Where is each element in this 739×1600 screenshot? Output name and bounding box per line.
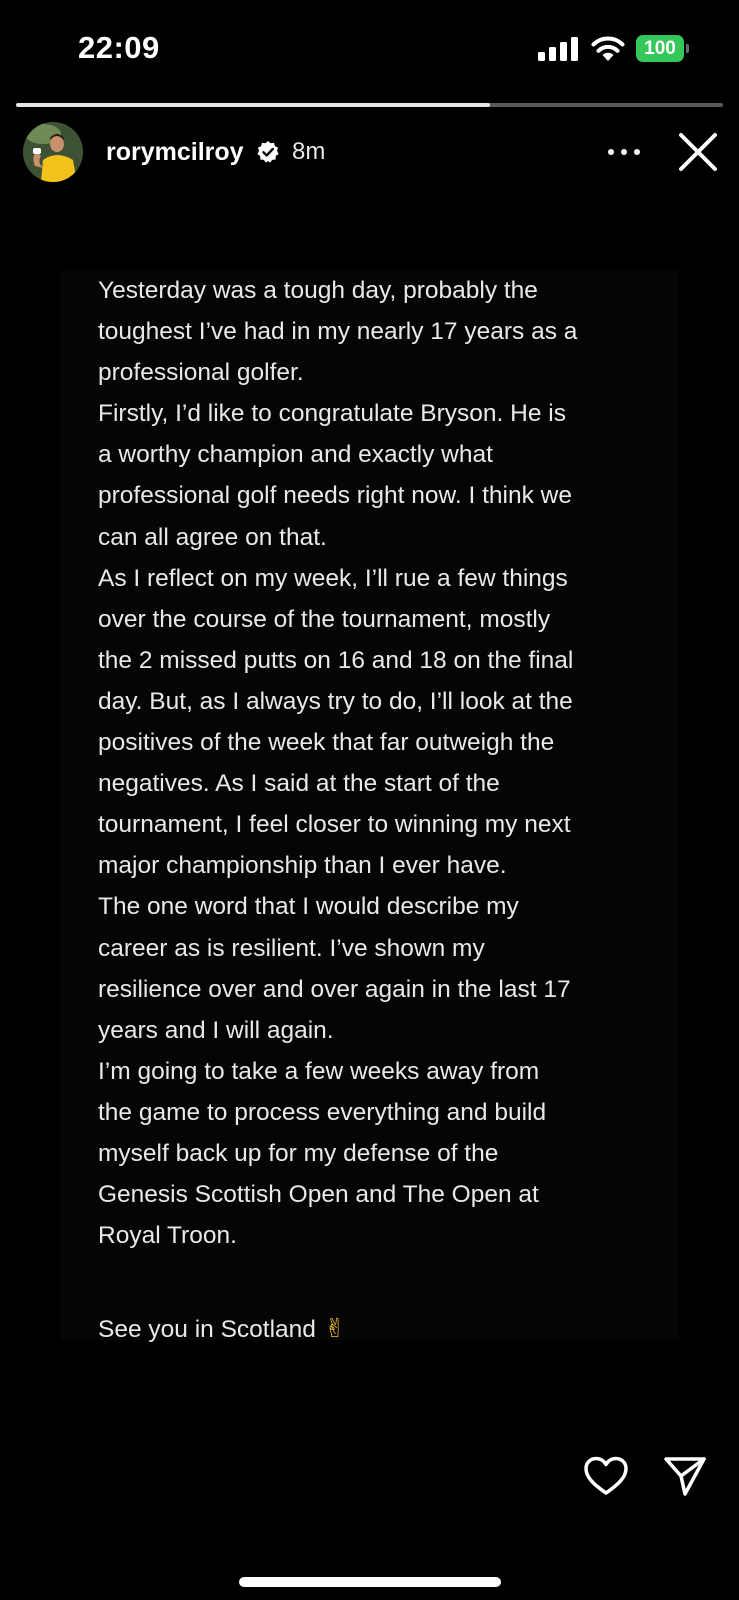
story-text-line: over the course of the tournament, mostly [98,605,551,633]
story-text-line: can all agree on that. [98,523,327,551]
story-text-line: I’m going to take a few weeks away from [98,1057,540,1085]
story-text-line: the 2 missed putts on 16 and 18 on the final [98,646,574,674]
story-text-line: The one word that I would describe my [98,893,519,921]
close-icon[interactable] [678,132,718,172]
story-text-line: Royal Troon. [98,1222,237,1250]
story-progress-fill [16,103,490,107]
story-text-line: tournament, I feel closer to winning my next [98,811,571,839]
signoff-text: See you in Scotland [98,1316,316,1343]
status-time: 22:09 [78,30,160,65]
battery-nub [686,44,689,53]
story-text-line: professional golfer. [98,359,304,387]
story-text-line: Genesis Scottish Open and The Open at [98,1181,539,1209]
avatar[interactable] [23,122,83,182]
avatar-image [23,122,83,182]
story-header [0,118,739,188]
story-text-line: day. But, as I always try to do, I’ll look at the [98,687,573,715]
story-signoff [98,1309,346,1350]
cellular-signal-icon [538,37,578,61]
story-text-line: resilience over and over again in the last 17 [98,975,571,1003]
battery-level: 100 [636,35,684,62]
story-text-line: positives of the week that far outweigh the [98,729,555,757]
story-text-line: professional golf needs right now. I think we [98,482,572,510]
wifi-icon [591,34,625,62]
victory-hand-emoji: ✌ [323,1314,346,1344]
story-text-line: myself back up for my defense of the [98,1139,499,1167]
story-text-line: years and I will again. [98,1016,334,1044]
story-text-line: the game to process everything and build [98,1098,547,1126]
story-text-line: career as is resilient. I’ve shown my [98,934,485,962]
story-text-line: toughest I’ve had in my nearly 17 years as a [98,318,578,346]
story-progress-bar [16,103,723,107]
battery-indicator [636,35,688,62]
story-text-line: a worthy champion and exactly what [98,441,493,469]
story-text-line: negatives. As I said at the start of the [98,770,500,798]
home-indicator[interactable] [239,1577,501,1587]
story-text-line: As I reflect on my week, I’ll rue a few things [98,564,568,592]
story-text-body [98,270,668,1256]
send-icon[interactable] [663,1455,707,1497]
story-text-line: Yesterday was a tough day, probably the [98,277,538,304]
author-username[interactable]: rorymcilroy [106,138,244,166]
story-text-line: Firstly, I’d like to congratulate Bryson. He is [98,400,566,428]
story-text-line: major championship than I ever have. [98,852,507,880]
heart-icon[interactable] [583,1455,629,1497]
status-bar [0,0,739,100]
more-options-icon[interactable] [606,140,642,164]
story-time-ago: 8m [292,138,326,165]
verified-badge-icon [256,140,280,164]
